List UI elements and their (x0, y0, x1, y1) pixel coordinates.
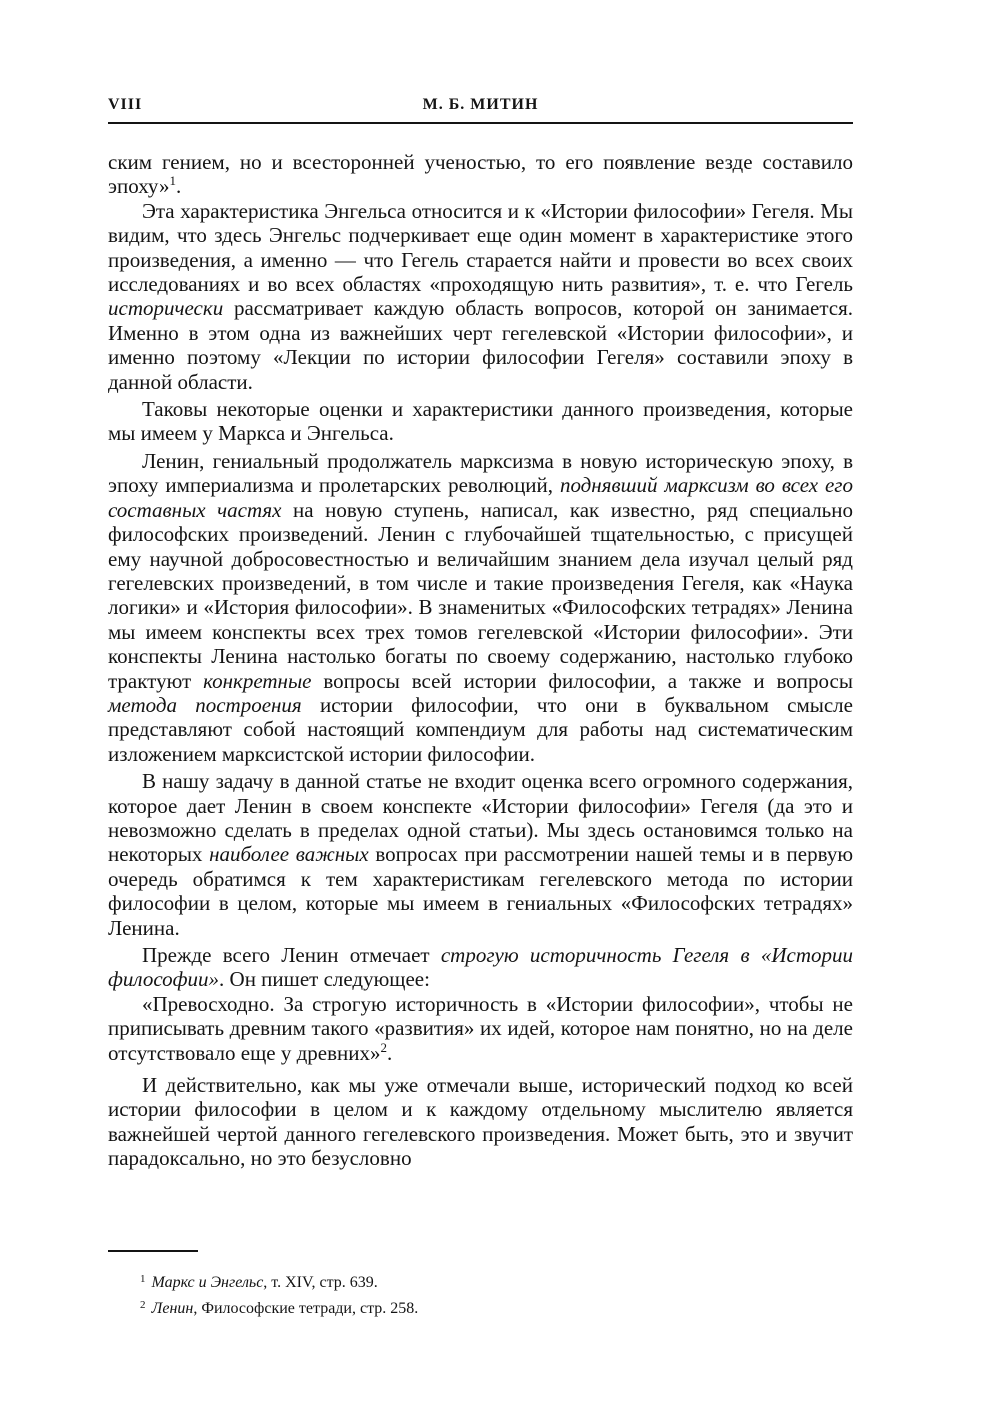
footnote-text: , т. XIV, стр. 639. (263, 1274, 378, 1291)
emphasis-text: исторически (108, 296, 224, 321)
emphasis-text: конкретные (203, 668, 312, 693)
page-number: VIII (108, 96, 143, 113)
footnote-ref-2: 2 (380, 1039, 387, 1055)
paragraph-assessments: Таковы некоторые оценки и характеристики данного произведения, которые мы имеем у Маркса и Энгельса. (108, 397, 853, 446)
footnote-ref-1: 1 (169, 173, 176, 189)
footnote-rule (108, 1250, 198, 1252)
footnote-2 (140, 1294, 853, 1320)
emphasis-text: наиболее важных (209, 842, 369, 867)
footnotes (140, 1268, 853, 1320)
block-quote: «Превосходно. За строгую историчность в «Истории философии», чтобы не приписывать древним такого «развития» их идей, которое нам понятно, но на деле отсутствовало еще у древних»$^2$. (108, 991, 853, 1065)
paragraph-hegel-characteristic: Эта характеристика Энгельса относится и к «Истории философии» Гегеля. Мы видим, что здесь Энгельс подчеркивает еще один момент в характеристике этого произведения, а именно — что Гегель старается найти и провести во всех своих исследованиях и во всех областях «проходящую нить развития», т. е. что Гегель исторически рассматривает каждую область вопросов, которой он занимается. Именно в этом одна из важнейших черт гегелевской «Истории философии», и именно поэтому «Лекции по истории философии Гегеля» составили эпоху в данной области. (108, 198, 853, 394)
running-head (108, 96, 853, 126)
emphasis-text: строгую историчность Гегеля в «Истории философии» (108, 943, 853, 992)
footnote-text: , Философские тетради, стр. 258. (193, 1300, 419, 1317)
footnote-author: Маркс и Энгельс (151, 1274, 264, 1291)
paragraph-lenin: Ленин, гениальный продолжатель марксизма в новую историческую эпоху, в эпоху империализма и пролетарских революций, поднявший марксизм во всех его составных частях на новую ступень, написал, как известно, ряд специально философских произведений. Ленин с глубочайшей тщательностью, с присущей ему научной добросовестностью и величайшим знанием дела изучал целый ряд гегелевских произведений, в том числе и такие произведения Гегеля, как «Наука логики» и «История философии». В знаменитых «Философских тетрадях» Ленина мы имеем конспекты всех трех томов гегелевской «Истории философии». Эти конспекты Ленина настолько богаты по своему содержанию, настолько глубоко трактуют конкретные вопросы всей истории философии, а также и вопросы метода построения истории философии, что они в буквальном смысле представляют собой настоящий компендиум для работы над систематическим изложением марксистской истории философии. (108, 448, 854, 766)
header-rule (108, 122, 853, 124)
main-text (108, 150, 853, 1171)
paragraph-continued: ским гением, но и всесторонней ученостью, то его появление везде составило эпоху»$^1$. (108, 150, 853, 199)
footnote-author: Ленин (151, 1300, 194, 1317)
footnote-mark: 2 (140, 1299, 146, 1311)
footnote-mark: 1 (140, 1273, 146, 1285)
emphasis-text: метода построения (108, 692, 302, 717)
emphasis-text: поднявший марксизм во всех его составных частях (108, 473, 853, 522)
running-title: М. Б. МИТИН (422, 96, 539, 113)
paragraph-task: В нашу задачу в данной статье не входит оценка всего огромного содержания, которое дает Ленин в своем конспекте «Истории философии» Гегеля (да это и невозможно сделать в пределах одной статьи). Мы здесь остановимся только на некоторых наиболее важных вопросах при рассмотрении нашей темы и в первую очередь обратимся к тем характеристикам гегелевского метода по истории философии в целом, которые мы имеем в гениальных «Философских тетрадях» Ленина. (108, 769, 854, 940)
paragraph-historical-approach: И действительно, как мы уже отмечали выше, исторический подход ко всей истории философии в целом и к каждому отдельному мыслителю является важнейшей чертой данного гегелевского произведения. Может быть, это и звучит парадоксально, но это безусловно (108, 1073, 853, 1171)
footnote-1 (140, 1268, 853, 1294)
paragraph-historicity: Прежде всего Ленин отмечает строгую историчность Гегеля в «Истории философии». Он пишет следующее: (108, 943, 853, 992)
